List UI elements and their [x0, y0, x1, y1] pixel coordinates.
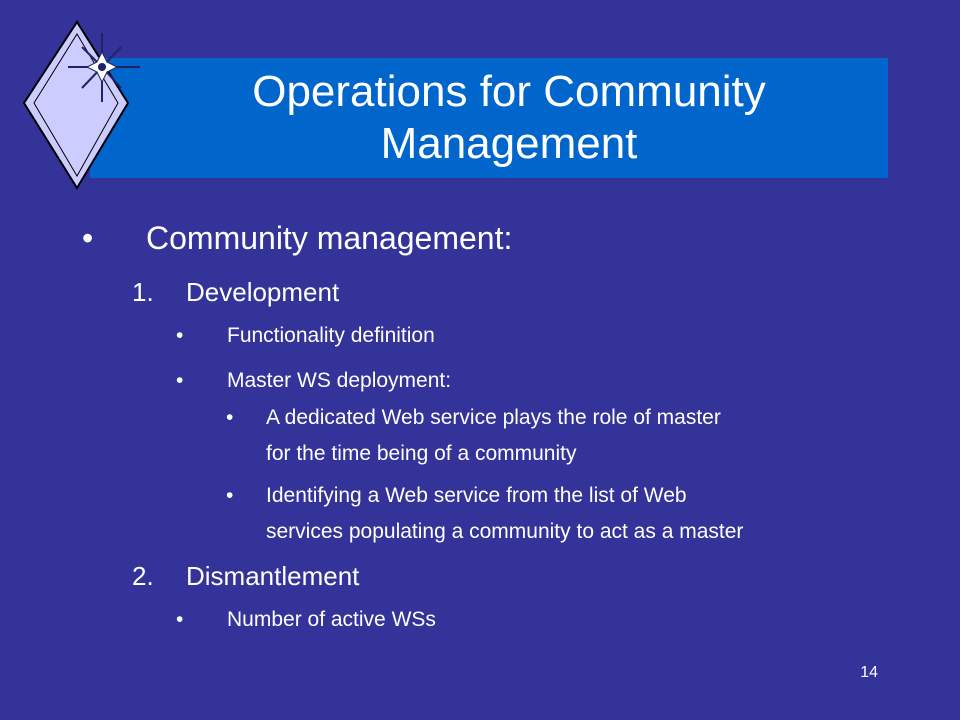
sub-list-item — [226, 400, 906, 480]
sub-item-line-1: A dedicated Web service plays the role of master — [266, 406, 721, 429]
sub-item-line-2: services populating a community to act as a master — [266, 520, 744, 543]
list-item-text: Functionality definition — [227, 324, 435, 347]
list-item-text: Number of active WSs — [227, 608, 436, 631]
list-label: Dismantlement — [186, 561, 360, 591]
slide-title — [90, 58, 888, 178]
title-line-1: Operations for Community — [252, 67, 766, 116]
list-number: 1. — [132, 277, 154, 307]
list-number: 2. — [132, 561, 154, 591]
sub-item-line-2: for the time being of a community — [266, 442, 577, 465]
page-number: 14 — [860, 664, 878, 681]
heading-text: Community management: — [146, 220, 513, 256]
sub-list-item — [226, 478, 926, 558]
bullet-marker: • — [226, 406, 234, 429]
sub-item-line-1: Identifying a Web service from the list of Web — [266, 484, 687, 507]
title-line-2: Management — [380, 119, 638, 168]
bullet-marker: • — [176, 324, 184, 347]
list-item-text: Master WS deployment: — [227, 369, 452, 392]
bullet-marker: • — [176, 608, 184, 631]
bullet-marker: • — [226, 484, 234, 507]
diamond-star-icon — [20, 18, 170, 198]
bullet-marker: • — [176, 369, 184, 392]
bullet-marker: • — [82, 220, 94, 256]
list-label: Development — [186, 277, 340, 307]
